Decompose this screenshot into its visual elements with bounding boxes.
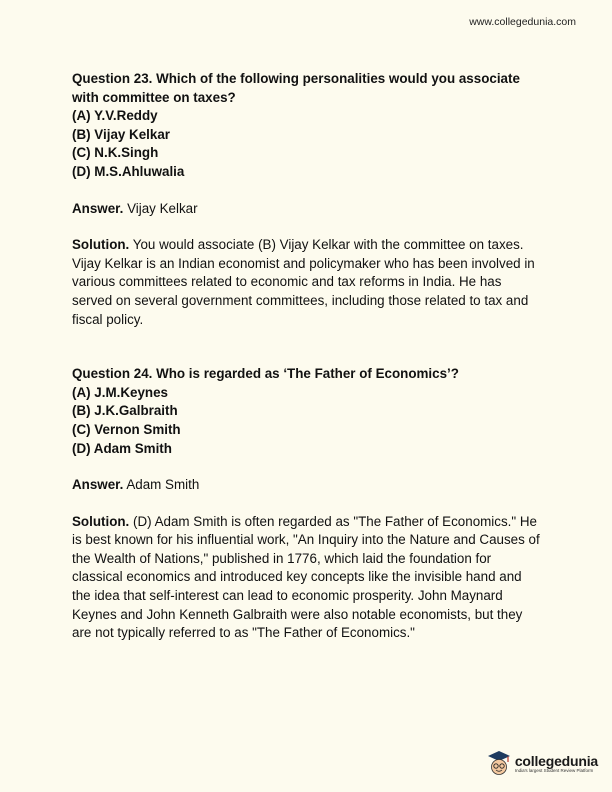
- document-body: [72, 70, 542, 643]
- solution-text: (D) Adam Smith is often regarded as "The Father of Economics." He is best known for his influential work, "An Inquiry into the Nature and Causes of the Wealth of Nations," published in 1776, which laid the foundation for classical economics and introduced key concepts like the invisible hand and the idea that self-interest can lead to economic prosperity. John Maynard Keynes and John Kenneth Galbraith were also notable economists, but they are not typically referred to as "The Father of Economics.": [72, 513, 540, 641]
- question-block: [72, 70, 542, 329]
- solution-paragraph: [72, 236, 542, 329]
- answer-text: Vijay Kelkar: [127, 200, 198, 216]
- option: (C) N.K.Singh: [72, 145, 159, 161]
- brand-tagline: India's largest Student Review Platform: [514, 768, 594, 773]
- option: (D) M.S.Ahluwalia: [72, 163, 185, 179]
- answer-label: Answer.: [72, 200, 124, 216]
- header-url[interactable]: www.collegedunia.com: [469, 16, 576, 28]
- option: (A) Y.V.Reddy: [72, 108, 158, 124]
- answer-line: [72, 200, 542, 219]
- solution-label: Solution.: [72, 237, 130, 253]
- answer-text: Adam Smith: [126, 477, 200, 493]
- question-block: [72, 365, 542, 643]
- answer-label: Answer.: [72, 477, 124, 493]
- solution-label: Solution.: [72, 513, 130, 529]
- option: (B) Vijay Kelkar: [72, 126, 170, 142]
- option: (B) J.K.Galbraith: [72, 403, 178, 419]
- question-title: Question 23. Which of the following personalities would you associate with committee on taxes?: [72, 71, 520, 105]
- question-title: Question 24. Who is regarded as ‘The Father of Economics’?: [72, 366, 459, 382]
- graduate-mascot-icon: [487, 750, 511, 776]
- option: (C) Vernon Smith: [72, 421, 181, 437]
- solution-paragraph: [72, 513, 542, 643]
- option: (D) Adam Smith: [72, 440, 172, 456]
- brand-name: collegedunia: [514, 753, 598, 769]
- answer-line: [72, 476, 542, 495]
- collegedunia-logo[interactable]: [487, 750, 598, 776]
- solution-text: You would associate (B) Vijay Kelkar with the committee on taxes. Vijay Kelkar is an Indian economist and policymaker who has been involved in various committees related to economic and tax reforms in India. He has served on several government committees, including those related to tax and fiscal policy.: [72, 237, 535, 327]
- option: (A) J.M.Keynes: [72, 384, 168, 400]
